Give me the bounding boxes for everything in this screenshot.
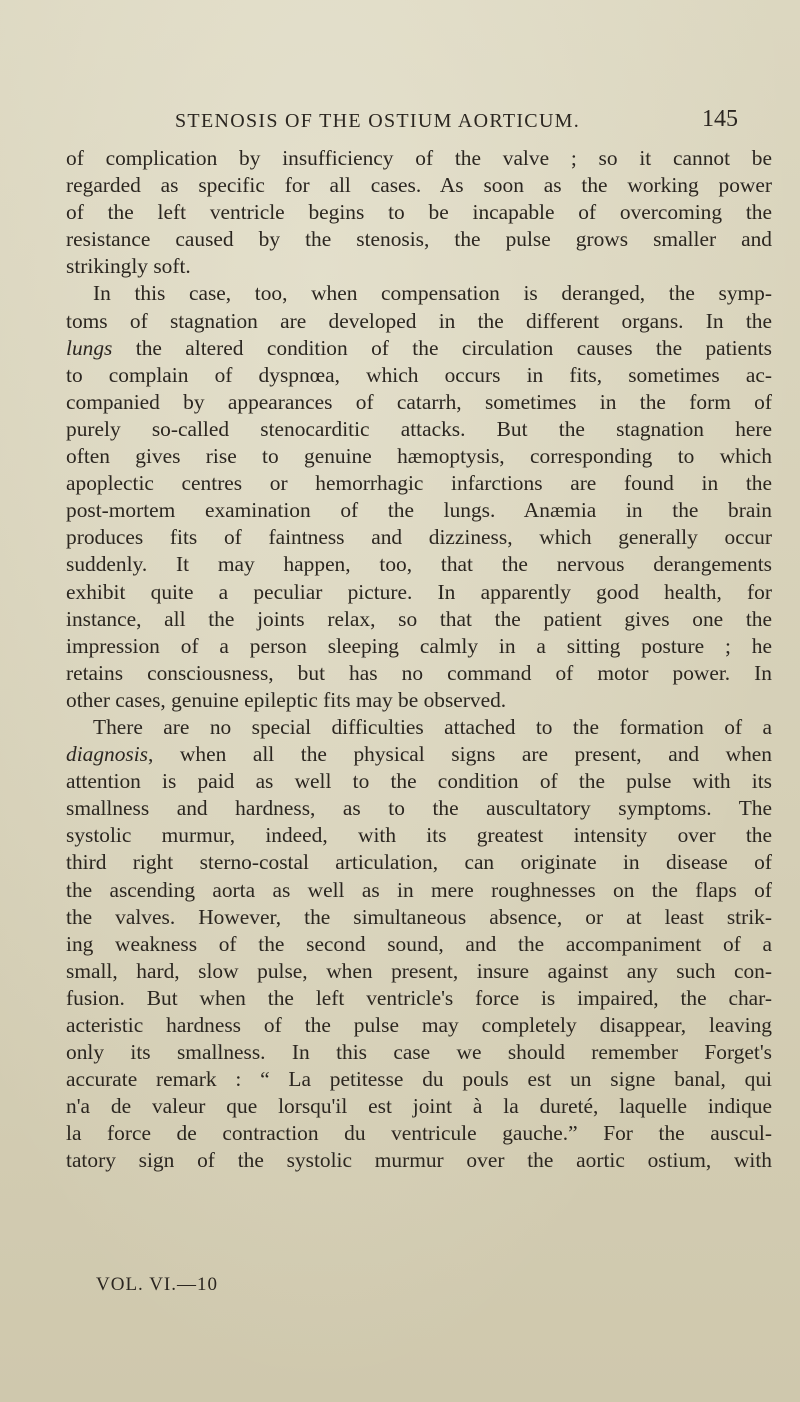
text-line: produces fits of faintness and dizziness, which generally occur [66, 525, 772, 550]
running-head-title: STENOSIS OF THE OSTIUM AORTICUM. [175, 110, 581, 132]
text-line: In this case, too, when compensation is deranged, the symp- [93, 281, 772, 306]
text-line: la force de contraction du ventricule gauche.” For the auscul- [66, 1121, 772, 1146]
text-line: often gives rise to genuine hæmoptysis, corresponding to which [66, 444, 772, 469]
text-line: resistance caused by the stenosis, the pulse grows smaller and [66, 227, 772, 252]
text-line: smallness and hardness, as to the auscultatory symptoms. The [66, 796, 772, 821]
italic-term: lungs [66, 335, 113, 360]
text-line: There are no special difficulties attached to the formation of a [93, 714, 772, 739]
text-line: systolic murmur, indeed, with its greatest intensity over the [66, 823, 772, 848]
text-line: third right sterno-costal articulation, can originate in disease of [66, 850, 772, 875]
text-line: of the left ventricle begins to be incapable of overcoming the [66, 200, 772, 225]
text-line: regarded as specific for all cases. As soon as the working power [66, 173, 772, 198]
text-line: impression of a person sleeping calmly in a sitting posture ; he [66, 633, 772, 658]
italic-term: diagnosis [66, 742, 149, 767]
text-line: suddenly. It may happen, too, that the nervous derangements [66, 552, 772, 577]
text-line: acteristic hardness of the pulse may completely disappear, leaving [66, 1013, 772, 1037]
text-line: purely so-called stenocarditic attacks. But the stagnation here [66, 416, 772, 441]
page-number: 145 [702, 106, 738, 132]
text-line: the ascending aorta as well as in mere roughnesses on the flaps of [66, 877, 772, 902]
text-line: attention is paid as well to the condition of the pulse with its [66, 769, 772, 794]
text-line: only its smallness. In this case we should remember Forget's [66, 1040, 772, 1065]
text-line: of complication by insufficiency of the valve ; so it cannot be [66, 146, 772, 170]
text-line: post-mortem examination of the lungs. Anæmia in the brain [66, 498, 772, 523]
text-line: apoplectic centres or hemorrhagic infarctions are found in the [66, 471, 772, 496]
text-line: toms of stagnation are developed in the different organs. In the [66, 308, 772, 333]
text-line: strikingly soft. [66, 254, 191, 279]
text-line [66, 741, 772, 768]
text-line: ing weakness of the second sound, and the accompaniment of a [66, 931, 772, 956]
body-text [66, 145, 772, 1175]
text-line: exhibit quite a peculiar picture. In apparently good health, for [66, 579, 772, 604]
text-line: retains consciousness, but has no command of motor power. In [66, 660, 772, 685]
text-line: to complain of dyspnœa, which occurs in fits, sometimes ac- [66, 362, 772, 387]
volume-signature: VOL. VI.—10 [96, 1274, 219, 1295]
text-line: other cases, genuine epileptic fits may be observed. [66, 687, 507, 712]
text-line: fusion. But when the left ventricle's force is impaired, the char- [66, 985, 772, 1010]
text-line: n'a de valeur que lorsqu'il est joint à la dureté, laquelle indique [66, 1094, 772, 1119]
text-line: small, hard, slow pulse, when present, insure against any such con- [66, 958, 772, 983]
text-line: accurate remark : “ La petitesse du pouls est un signe banal, qui [66, 1067, 772, 1092]
text-fragment: the altered condition of the circulation causes the patients [112, 335, 772, 360]
text-line: the valves. However, the simultaneous absence, or at least strik- [66, 904, 772, 929]
text-fragment: , when all the physical signs are present, and when [148, 742, 772, 767]
text-line [66, 335, 772, 362]
text-line: companied by appearances of catarrh, sometimes in the form of [66, 389, 772, 414]
text-line: tatory sign of the systolic murmur over the aortic ostium, with [66, 1148, 772, 1173]
text-line: instance, all the joints relax, so that the patient gives one the [66, 606, 772, 631]
running-head [0, 102, 800, 132]
